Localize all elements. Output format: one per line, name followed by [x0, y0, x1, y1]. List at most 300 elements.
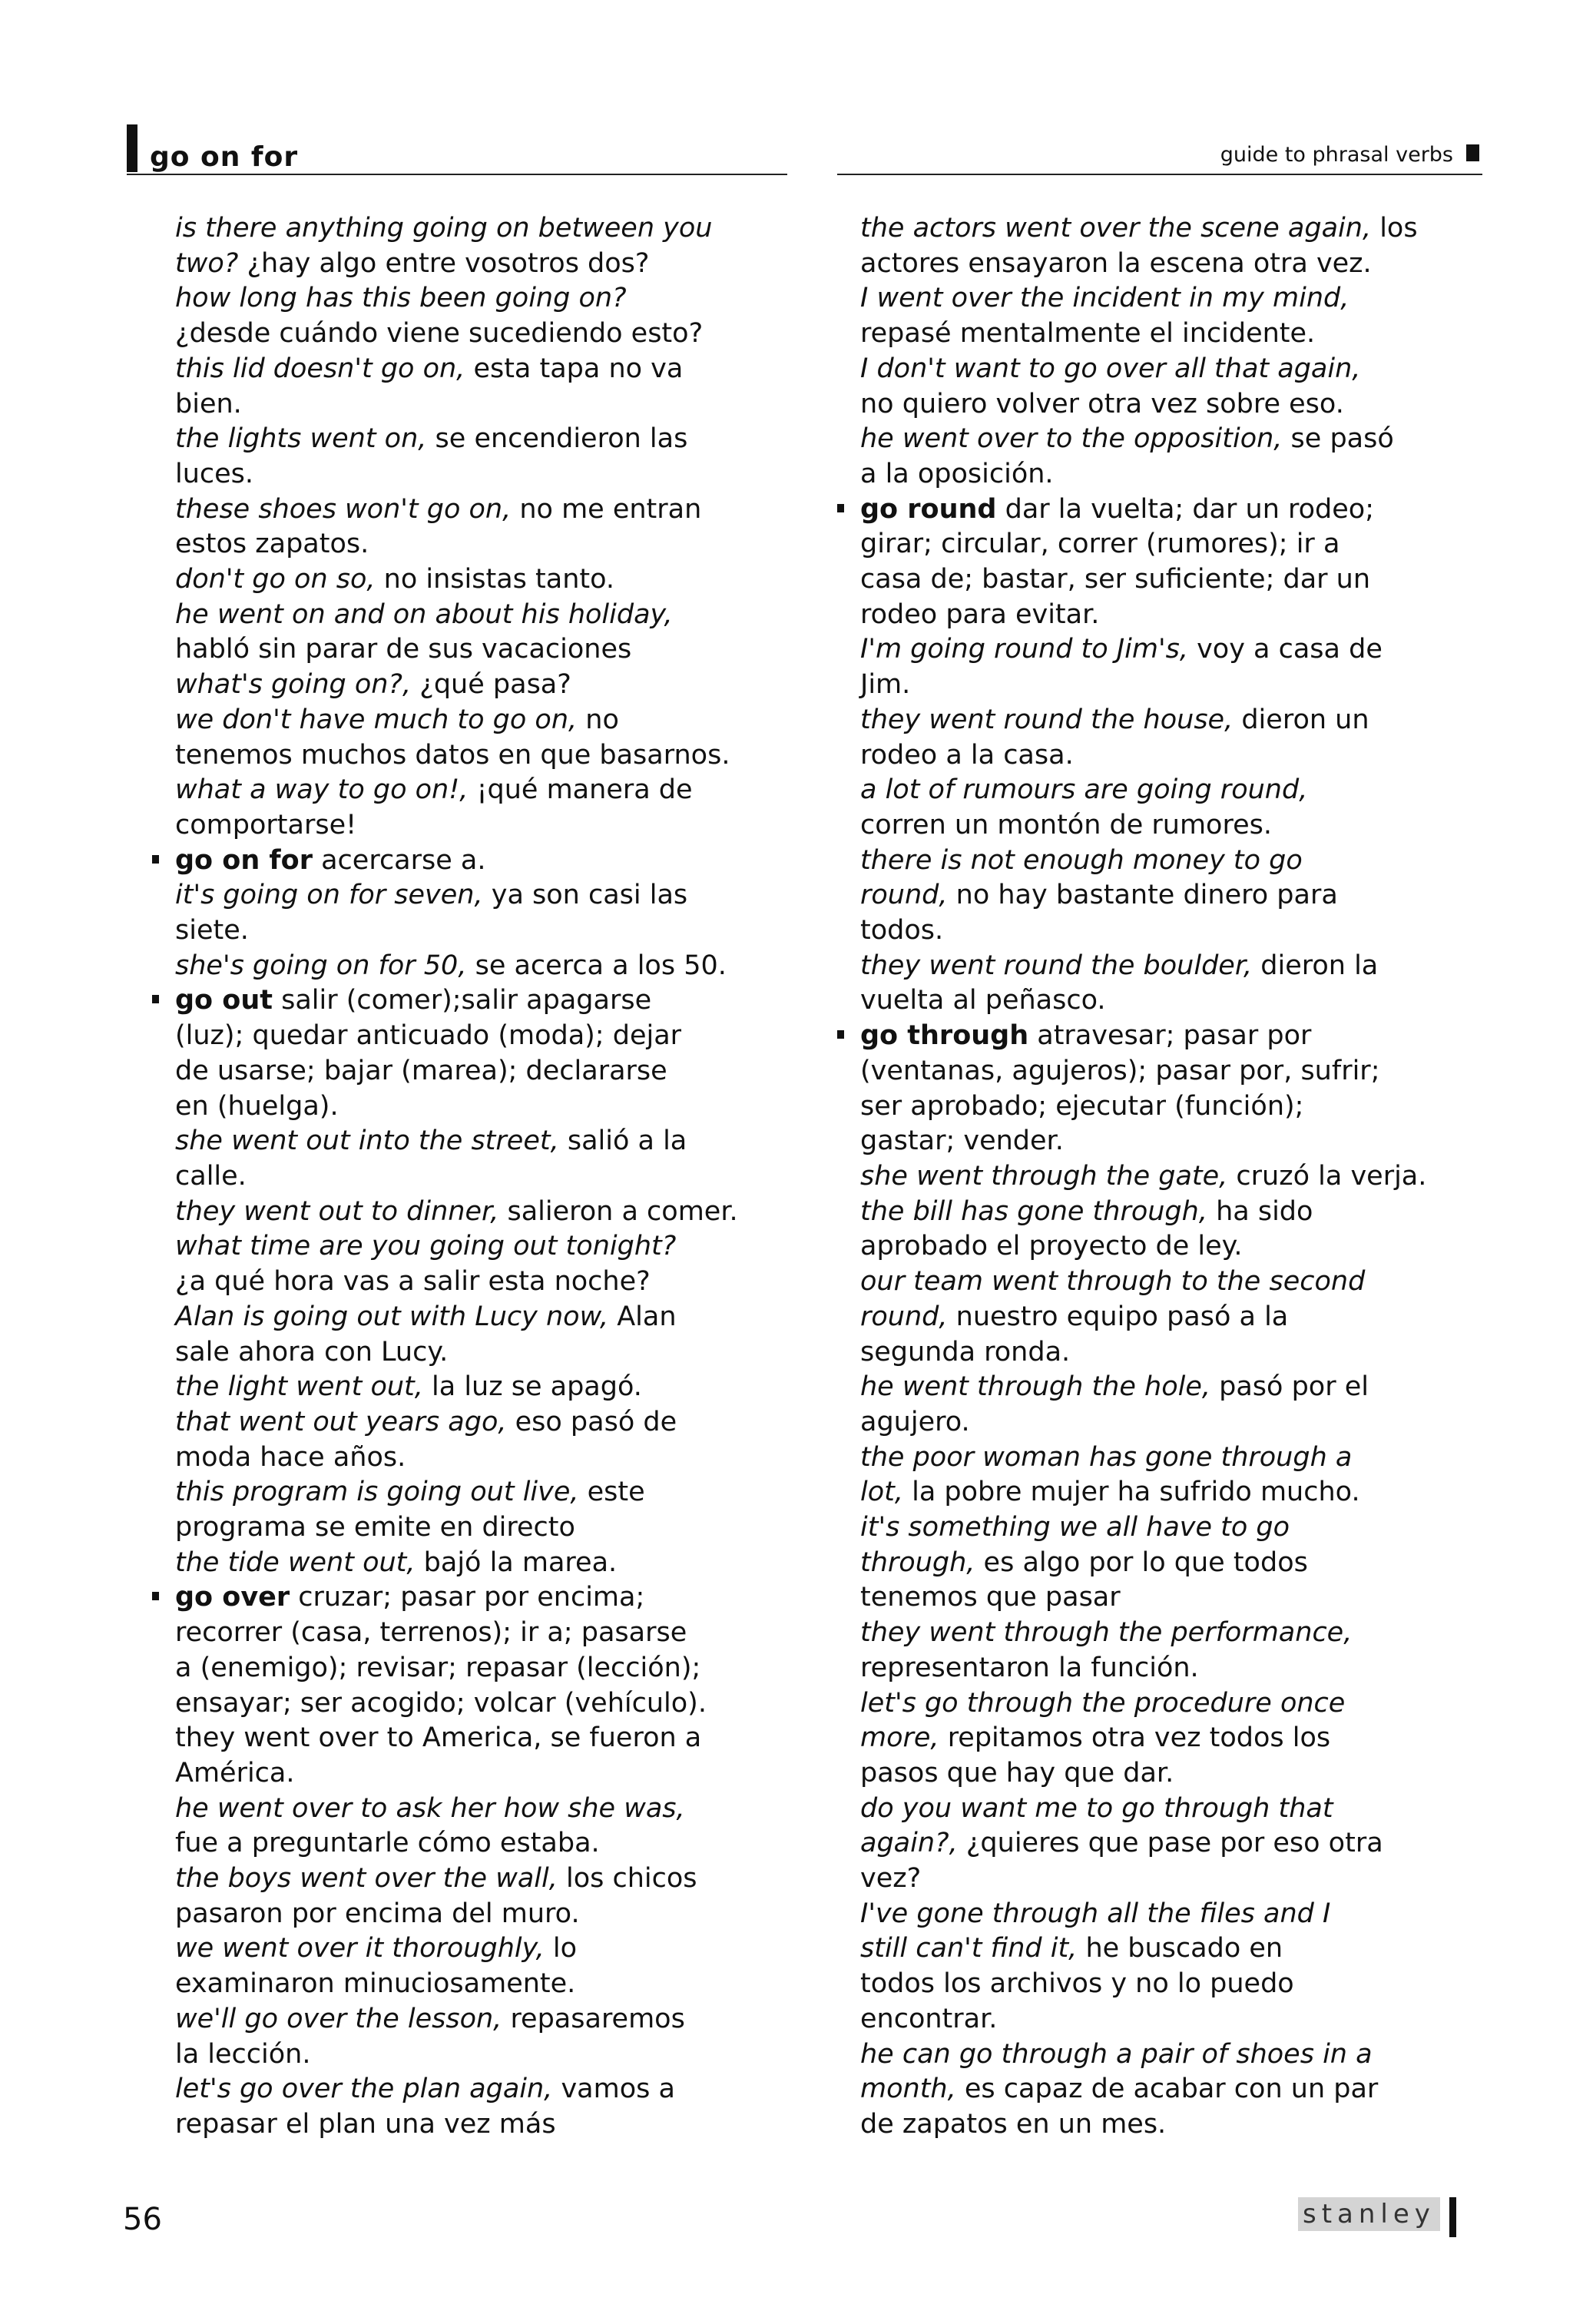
entry-bullet	[152, 1592, 159, 1600]
translation-text: ya son casi las	[482, 880, 688, 911]
translation-text: cruzar; pasar por encima;	[290, 1582, 645, 1613]
text-line	[860, 1370, 1467, 1405]
example-entry	[860, 211, 1467, 281]
text-line	[175, 1756, 790, 1792]
text-line	[175, 1546, 790, 1581]
example-phrase: he can go through a pair of shoes in a	[860, 2038, 1373, 2070]
text-line	[860, 422, 1467, 457]
text-line	[175, 1195, 790, 1230]
entry-bullet	[152, 855, 159, 864]
translation-text: la luz se apagó.	[422, 1371, 642, 1403]
translation-text: comportarse!	[175, 809, 357, 840]
translation-text: todos los archivos y no lo puedo	[860, 1968, 1294, 2000]
translation-text: salir (comer);salir apagarse	[272, 985, 652, 1016]
example-phrase: the boys went over the wall,	[175, 1863, 558, 1895]
example-phrase: it's something we all have to go	[860, 1512, 1290, 1543]
text-line	[175, 2037, 790, 2073]
example-phrase: how long has this been going on?	[175, 283, 627, 314]
translation-text: voy a casa de	[1187, 634, 1383, 665]
translation-text: ¿hay algo entre vosotros dos?	[238, 247, 650, 279]
translation-text: pasos que hay que dar.	[860, 1757, 1174, 1789]
text-line	[175, 1826, 790, 1862]
text-line	[175, 1862, 790, 1897]
translation-text: a la oposición.	[860, 458, 1054, 489]
text-line	[860, 1510, 1467, 1546]
example-phrase: still can't find it,	[860, 1933, 1078, 1964]
dictionary-column-right	[860, 211, 1467, 2143]
text-line	[175, 1510, 790, 1546]
example-entry	[860, 1792, 1467, 1897]
example-entry	[860, 1440, 1467, 1510]
header-marker-bar	[127, 124, 137, 172]
running-head-title: go on for	[150, 141, 299, 173]
example-phrase: our team went through to the second	[860, 1266, 1366, 1298]
text-line	[175, 352, 790, 387]
translation-text: no me entran	[511, 493, 702, 525]
example-phrase: the tide went out,	[175, 1547, 416, 1578]
example-phrase: that went out years ago,	[175, 1406, 507, 1437]
text-line	[175, 1019, 790, 1054]
translation-text: Jim.	[860, 669, 911, 701]
example-entry	[860, 773, 1467, 843]
example-phrase: he went over to ask her how she was,	[175, 1792, 685, 1824]
text-line	[175, 2002, 790, 2037]
translation-text: de zapatos en un mes.	[860, 2108, 1167, 2140]
example-entry	[175, 1862, 790, 1931]
example-entry	[175, 562, 790, 598]
example-entry	[175, 773, 790, 843]
translation-text: sale ahora con Lucy.	[175, 1336, 449, 1368]
text-line	[175, 1124, 790, 1159]
example-entry	[860, 949, 1467, 1019]
example-phrase: she went through the gate,	[860, 1160, 1228, 1192]
example-entry	[860, 1686, 1467, 1792]
translation-text: atravesar; pasar por	[1028, 1020, 1312, 1052]
example-entry	[175, 1195, 790, 1230]
text-line	[175, 527, 790, 562]
translation-text: no quiero volver otra vez sobre eso.	[860, 388, 1344, 419]
example-entry	[860, 1616, 1467, 1686]
example-entry	[175, 668, 790, 703]
text-line	[860, 352, 1467, 387]
example-phrase: Alan is going out with Lucy now,	[175, 1301, 609, 1332]
text-line	[860, 1546, 1467, 1581]
text-line	[175, 1405, 790, 1440]
translation-text: cruzó la verja.	[1227, 1160, 1427, 1192]
text-line	[860, 598, 1467, 633]
translation-text: es algo por lo que todos	[975, 1547, 1308, 1578]
translation-text: vez?	[860, 1863, 922, 1895]
translation-text: la pobre mujer ha sufrido mucho.	[903, 1477, 1360, 1508]
translation-text: moda hace años.	[175, 1441, 406, 1473]
translation-text: ¿qué pasa?	[411, 669, 571, 701]
text-line	[175, 1721, 790, 1756]
translation-text: ensayar; ser acogido; volcar (vehículo).	[175, 1687, 707, 1719]
example-entry	[175, 878, 790, 948]
example-entry	[860, 1510, 1467, 1616]
example-phrase: he went through the hole,	[860, 1371, 1210, 1403]
translation-text: es capaz de acabar con un par	[955, 2074, 1379, 2105]
translation-text: programa se emite en directo	[175, 1512, 575, 1543]
translation-text: nuestro equipo pasó a la	[947, 1301, 1289, 1332]
example-entry	[175, 2002, 790, 2072]
example-phrase: this lid doesn't go on,	[175, 353, 465, 384]
text-line	[860, 2037, 1467, 2073]
translation-text: estos zapatos.	[175, 529, 369, 560]
text-line	[860, 2002, 1467, 2037]
text-line	[860, 1580, 1467, 1616]
text-line	[175, 281, 790, 317]
translation-text: se encendieron las	[426, 423, 688, 455]
text-line	[175, 808, 790, 844]
text-line	[175, 1616, 790, 1651]
translation-text: examinaron minuciosamente.	[175, 1968, 576, 2000]
dictionary-column-left	[175, 211, 790, 2143]
text-line	[860, 878, 1467, 913]
translation-text: ¡qué manera de	[468, 774, 693, 806]
example-entry	[860, 1897, 1467, 2037]
translation-text: no insistas tanto.	[375, 564, 615, 595]
example-entry	[860, 844, 1467, 949]
translation-text: (ventanas, agujeros); pasar por, sufrir;	[860, 1055, 1380, 1086]
translation-text: repasé mentalmente el incidente.	[860, 318, 1316, 350]
text-line	[175, 1265, 790, 1300]
translation-text: rodeo a la casa.	[860, 739, 1074, 771]
text-line	[175, 1440, 790, 1476]
translation-text: siete.	[175, 915, 249, 947]
example-entry	[175, 1475, 790, 1545]
text-line	[175, 387, 790, 423]
translation-text: habló sin parar de sus vacaciones	[175, 634, 632, 665]
headword-entry	[175, 983, 790, 1124]
example-phrase: let's go over the plan again,	[175, 2074, 553, 2105]
example-entry	[175, 1300, 790, 1370]
example-phrase: these shoes won't go on,	[175, 493, 512, 525]
text-line	[175, 1967, 790, 2002]
example-phrase: is there anything going on between you	[175, 213, 713, 244]
example-entry	[175, 1792, 790, 1862]
book-section-title: guide to phrasal verbs	[1220, 143, 1453, 167]
text-line	[860, 703, 1467, 738]
example-phrase: lot,	[860, 1477, 903, 1508]
translation-text: luces.	[175, 458, 254, 489]
headword-entry	[860, 1019, 1467, 1159]
example-phrase: more,	[860, 1722, 939, 1754]
text-line	[860, 1159, 1467, 1195]
text-line	[860, 211, 1467, 247]
text-line	[175, 1475, 790, 1510]
example-phrase: he went on and on about his holiday,	[175, 598, 673, 630]
text-line	[860, 1405, 1467, 1440]
example-phrase: he went over to the opposition,	[860, 423, 1283, 455]
example-entry	[175, 703, 790, 773]
example-entry	[175, 352, 790, 422]
translation-text: Alan	[608, 1301, 677, 1332]
translation-text: ¿desde cuándo viene sucediendo esto?	[175, 318, 704, 350]
translation-text: los	[1371, 213, 1418, 244]
translation-text: they went over to America, se fueron a	[175, 1722, 702, 1754]
translation-text: pasaron por encima del muro.	[175, 1898, 580, 1929]
example-entry	[175, 2072, 790, 2142]
text-line	[175, 1651, 790, 1686]
translation-text: ¿a qué hora vas a salir esta noche?	[175, 1266, 651, 1298]
text-line	[175, 1370, 790, 1405]
text-line	[175, 773, 790, 808]
text-line	[860, 1721, 1467, 1756]
text-line	[860, 1862, 1467, 1897]
example-phrase: two?	[175, 247, 239, 279]
translation-text: se pasó	[1282, 423, 1394, 455]
example-phrase: do you want me to go through that	[860, 1792, 1333, 1824]
example-phrase: what time are you going out tonight?	[175, 1231, 677, 1262]
example-phrase: month,	[860, 2074, 956, 2105]
text-line	[860, 1756, 1467, 1792]
translation-text: América.	[175, 1757, 295, 1789]
translation-text: corren un montón de rumores.	[860, 809, 1272, 840]
text-line	[175, 949, 790, 984]
translation-text: salió a la	[558, 1126, 687, 1157]
translation-text: vamos a	[552, 2074, 675, 2105]
example-phrase: we went over it thoroughly,	[175, 1933, 545, 1964]
text-line	[860, 281, 1467, 317]
example-entry	[860, 281, 1467, 351]
text-line	[860, 1475, 1467, 1510]
translation-text: vuelta al peñasco.	[860, 985, 1106, 1016]
example-entry	[175, 1721, 790, 1791]
translation-text: repasar el plan una vez más	[175, 2108, 556, 2140]
headword: go out	[175, 985, 273, 1016]
example-entry	[860, 422, 1467, 492]
example-phrase: round,	[860, 1301, 948, 1332]
translation-text: bien.	[175, 388, 242, 419]
example-phrase: the bill has gone through,	[860, 1195, 1207, 1227]
text-line	[860, 562, 1467, 598]
example-entry	[860, 1370, 1467, 1440]
example-phrase: don't go on so,	[175, 564, 376, 595]
example-phrase: they went round the boulder,	[860, 950, 1253, 981]
text-line	[860, 317, 1467, 352]
example-phrase: they went through the performance,	[860, 1617, 1353, 1649]
running-header-right	[837, 124, 1482, 175]
text-line	[860, 387, 1467, 423]
translation-text: en (huelga).	[175, 1090, 339, 1122]
text-line	[860, 1089, 1467, 1125]
text-line	[860, 1019, 1467, 1054]
text-line	[860, 1335, 1467, 1371]
example-phrase: she's going on for 50,	[175, 950, 467, 981]
text-line	[175, 913, 790, 949]
example-phrase: I'm going round to Jim's,	[860, 634, 1188, 665]
example-entry	[175, 598, 790, 668]
text-line	[860, 1931, 1467, 1967]
translation-text: acercarse a.	[312, 844, 486, 876]
text-line	[860, 1054, 1467, 1089]
example-phrase: it's going on for seven,	[175, 880, 483, 911]
text-line	[860, 2072, 1467, 2107]
example-phrase: let's go through the procedure once	[860, 1687, 1346, 1719]
translation-text: ¿quieres que pase por eso otra	[957, 1828, 1383, 1859]
translation-text: no hay bastante dinero para	[947, 880, 1338, 911]
example-entry	[175, 1546, 790, 1581]
text-line	[175, 598, 790, 633]
text-line	[860, 844, 1467, 879]
entry-bullet	[152, 995, 159, 1003]
text-line	[175, 1686, 790, 1722]
publisher-logo: stanley	[1298, 2197, 1440, 2231]
text-line	[175, 1054, 790, 1089]
example-phrase: through,	[860, 1547, 975, 1578]
text-line	[175, 1300, 790, 1335]
text-line	[175, 247, 790, 282]
translation-text: tenemos que pasar	[860, 1582, 1121, 1613]
example-entry	[860, 1195, 1467, 1265]
example-entry	[175, 1229, 790, 1299]
translation-text: agujero.	[860, 1406, 970, 1437]
headword: go through	[860, 1020, 1029, 1052]
example-phrase: we don't have much to go on,	[175, 704, 578, 735]
example-phrase: she went out into the street,	[175, 1126, 559, 1157]
text-line	[860, 1897, 1467, 1932]
example-entry	[860, 2037, 1467, 2143]
example-phrase: they went out to dinner,	[175, 1195, 499, 1227]
example-entry	[175, 1931, 790, 2001]
translation-text: fue a preguntarle cómo estaba.	[175, 1828, 600, 1859]
translation-text: dar la vuelta; dar un rodeo;	[996, 493, 1374, 525]
translation-text: casa de; bastar, ser suficiente; dar un	[860, 564, 1371, 595]
example-phrase: I've gone through all the files and I	[860, 1898, 1331, 1929]
text-line	[860, 808, 1467, 844]
translation-text: actores ensayaron la escena otra vez.	[860, 247, 1372, 279]
text-line	[860, 492, 1467, 528]
translation-text: no	[577, 704, 619, 735]
example-entry	[860, 352, 1467, 422]
running-header-left	[127, 124, 787, 175]
logo-marker-bar	[1449, 2197, 1456, 2237]
text-line	[175, 1580, 790, 1616]
translation-text: eso pasó de	[506, 1406, 677, 1437]
example-entry	[175, 281, 790, 351]
text-line	[860, 1792, 1467, 1827]
example-phrase: this program is going out live,	[175, 1477, 579, 1508]
text-line	[860, 2107, 1467, 2143]
example-entry	[175, 492, 790, 562]
example-phrase: the lights went on,	[175, 423, 427, 455]
header-marker-square	[1466, 144, 1479, 161]
example-phrase: I went over the incident in my mind,	[860, 283, 1349, 314]
example-phrase: round,	[860, 880, 948, 911]
translation-text: todos.	[860, 915, 944, 947]
text-line	[860, 527, 1467, 562]
translation-text: encontrar.	[860, 2003, 998, 2034]
example-entry	[175, 1370, 790, 1405]
text-line	[175, 317, 790, 352]
text-line	[175, 457, 790, 492]
headword-entry	[860, 492, 1467, 633]
example-entry	[175, 422, 790, 492]
entry-bullet	[837, 1030, 844, 1039]
headword: go over	[175, 1582, 290, 1613]
text-line	[860, 1967, 1467, 2002]
text-line	[860, 632, 1467, 668]
translation-text: tenemos muchos datos en que basarnos.	[175, 739, 730, 771]
translation-text: a (enemigo); revisar; repasar (lección);	[175, 1652, 701, 1683]
text-line	[175, 1159, 790, 1195]
headword: go round	[860, 493, 997, 525]
translation-text: recorrer (casa, terrenos); ir a; pasarse	[175, 1617, 687, 1649]
translation-text: he buscado en	[1077, 1933, 1283, 1964]
translation-text: dieron la	[1252, 950, 1379, 981]
example-entry	[860, 1159, 1467, 1195]
text-line	[860, 1826, 1467, 1862]
example-phrase: the poor woman has gone through a	[860, 1441, 1353, 1473]
text-line	[175, 703, 790, 738]
text-line	[175, 878, 790, 913]
text-line	[860, 457, 1467, 492]
translation-text: dieron un	[1233, 704, 1369, 735]
translation-text: salieron a comer.	[498, 1195, 738, 1227]
example-phrase: the actors went over the scene again,	[860, 213, 1372, 244]
example-phrase: there is not enough money to go	[860, 844, 1303, 876]
example-phrase: what a way to go on!,	[175, 774, 469, 806]
text-line	[860, 1651, 1467, 1686]
translation-text: ha sido	[1207, 1195, 1313, 1227]
headword-entry	[175, 844, 790, 879]
entry-bullet	[837, 504, 844, 512]
text-line	[175, 1089, 790, 1125]
translation-text: representaron la función.	[860, 1652, 1199, 1683]
translation-text: la lección.	[175, 2038, 311, 2070]
text-line	[175, 1229, 790, 1265]
headword-entry	[175, 1580, 790, 1721]
text-line	[860, 1300, 1467, 1335]
example-phrase: the light went out,	[175, 1371, 423, 1403]
example-phrase: they went round the house,	[860, 704, 1234, 735]
example-entry	[175, 1405, 790, 1475]
text-line	[860, 949, 1467, 984]
text-line	[175, 1792, 790, 1827]
translation-text: ser aprobado; ejecutar (función);	[860, 1090, 1304, 1122]
text-line	[860, 1265, 1467, 1300]
translation-text: esta tapa no va	[465, 353, 684, 384]
text-line	[175, 738, 790, 774]
translation-text: (luz); quedar anticuado (moda); dejar	[175, 1020, 682, 1052]
text-line	[175, 668, 790, 703]
translation-text: pasó por el	[1210, 1371, 1369, 1403]
text-line	[860, 983, 1467, 1019]
example-entry	[175, 1124, 790, 1194]
text-line	[860, 1686, 1467, 1722]
example-phrase: again?,	[860, 1828, 958, 1859]
translation-text: rodeo para evitar.	[860, 598, 1100, 630]
text-line	[860, 738, 1467, 774]
text-line	[860, 913, 1467, 949]
text-line	[860, 1124, 1467, 1159]
example-entry	[860, 703, 1467, 773]
translation-text: bajó la marea.	[415, 1547, 618, 1578]
translation-text: repitamos otra vez todos los	[939, 1722, 1331, 1754]
text-line	[860, 1440, 1467, 1476]
example-entry	[175, 949, 790, 984]
headword: go on for	[175, 844, 313, 876]
text-line	[175, 492, 790, 528]
text-line	[175, 562, 790, 598]
translation-text: segunda ronda.	[860, 1336, 1071, 1368]
translation-text: gastar; vender.	[860, 1126, 1064, 1157]
example-phrase: I don't want to go over all that again,	[860, 353, 1361, 384]
text-line	[175, 1897, 790, 1932]
page-number: 56	[123, 2202, 162, 2237]
translation-text: de usarse; bajar (marea); declararse	[175, 1055, 667, 1086]
